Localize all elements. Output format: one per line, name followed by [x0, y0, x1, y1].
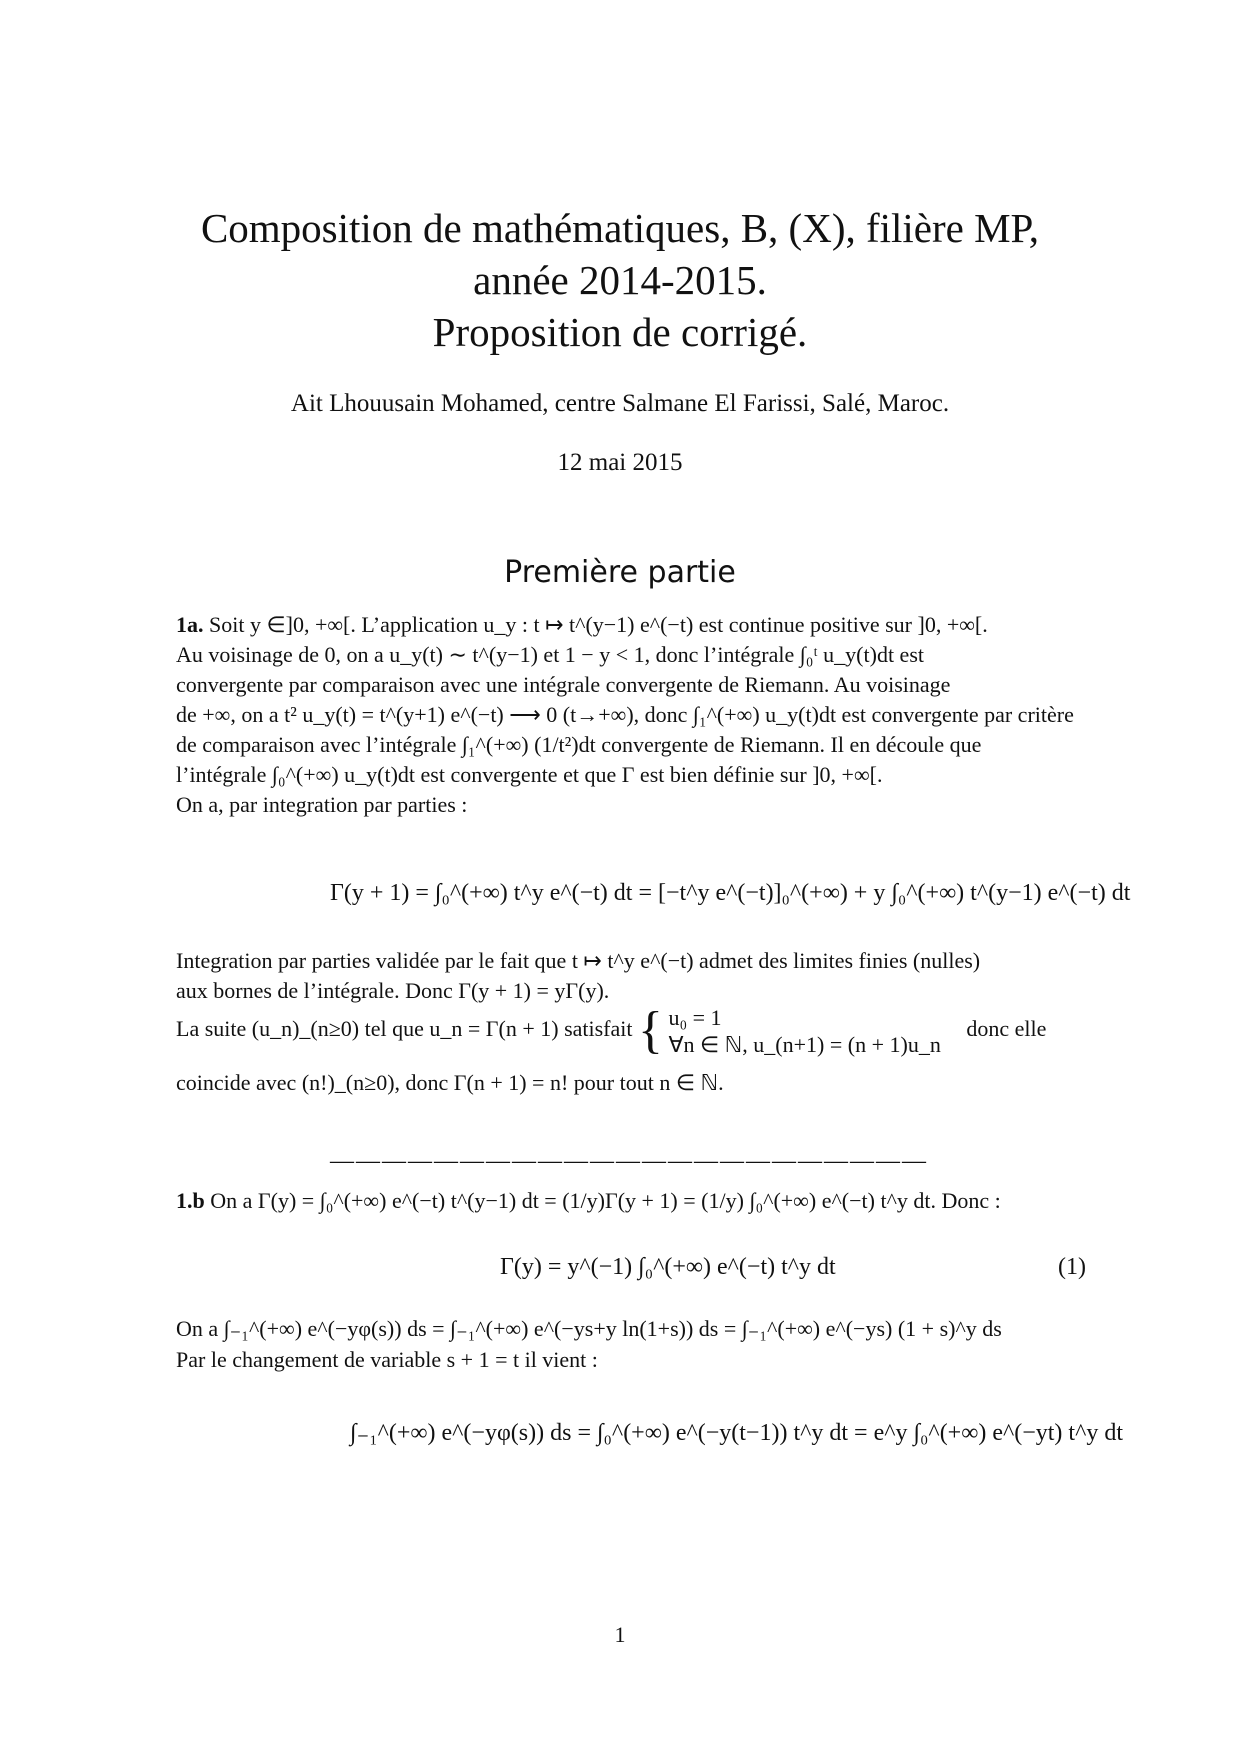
equation-change-of-variable: ∫₋₁^(+∞) e^(−yφ(s)) ds = ∫₀^(+∞) e^(−y(t−1)) t^y dt = e^y ∫₀^(+∞) e^(−yt) t^y dt: [350, 1420, 1124, 1446]
separator-rule: ———————————————————————: [330, 1148, 928, 1174]
q1a-after-line-2: aux bornes de l’intégrale. Donc Γ(y + 1) = yΓ(y).: [176, 978, 610, 1003]
recurrence-system: [668, 1004, 940, 1058]
q1b-line-1: On a Γ(y) = ∫₀^(+∞) e^(−t) t^(y−1) dt = (1/y)Γ(y + 1) = (1/y) ∫₀^(+∞) e^(−t) t^y dt. Donc :: [210, 1188, 1001, 1213]
q1a-label: 1a.: [176, 612, 204, 637]
q1a-text-1: Soit y ∈]0, +∞[. L’application u_y : t ↦ t^(y−1) e^(−t) est continue positive sur ]0, +∞[.: [209, 612, 988, 637]
q1b-line-2: On a ∫₋₁^(+∞) e^(−yφ(s)) ds = ∫₋₁^(+∞) e^(−ys+y ln(1+s)) ds = ∫₋₁^(+∞) e^(−ys) (1 + s)^y ds: [176, 1316, 1002, 1341]
equation-1-number: (1): [1058, 1254, 1086, 1280]
question-1a: [176, 610, 1090, 820]
system-line-1: u₀ = 1: [668, 1005, 722, 1030]
title-line-1: Composition de mathématiques, B, (X), filière MP,: [200, 205, 1040, 251]
page-number: 1: [614, 1622, 626, 1647]
document-title: [0, 202, 1240, 358]
suite-prefix: La suite (u_n)_(n≥0) tel que u_n = Γ(n + 1) satisfait: [176, 1016, 633, 1042]
q1a-line-4: de +∞, on a t² u_y(t) = t^(y+1) e^(−t) ⟶ 0 (t→+∞), donc ∫₁^(+∞) u_y(t)dt est convergente par critère: [176, 702, 1074, 727]
q1a-conclusion: coincide avec (n!)_(n≥0), donc Γ(n + 1) = n! pour tout n ∈ ℕ.: [176, 1070, 724, 1095]
system-line-2: ∀n ∈ ℕ, u_(n+1) = (n + 1)u_n: [668, 1032, 941, 1057]
author-line: Ait Lhouusain Mohamed, centre Salmane El Farissi, Salé, Maroc.: [290, 390, 950, 417]
q1a-line-3: convergente par comparaison avec une intégrale convergente de Riemann. Au voisinage: [176, 672, 951, 697]
q1b-label: 1.b: [176, 1188, 205, 1213]
q1a-line-7: On a, par integration par parties :: [176, 792, 468, 817]
title-line-3: Proposition de corrigé.: [432, 309, 808, 355]
section-heading: Première partie: [504, 555, 736, 590]
q1a-line-1: [176, 610, 1090, 640]
title-line-2: année 2014-2015.: [473, 257, 767, 303]
suite-line: [176, 1004, 1090, 1058]
equation-gamma-ipp: Γ(y + 1) = ∫₀^(+∞) t^y e^(−t) dt = [−t^y e^(−t)]₀^(+∞) + y ∫₀^(+∞) t^(y−1) e^(−t) dt: [330, 880, 1131, 906]
suite-suffix: donc elle: [966, 1016, 1047, 1042]
q1a-after-text: [176, 946, 1090, 1006]
q1a-line-2: Au voisinage de 0, on a u_y(t) ∼ t^(y−1) et 1 − y < 1, donc l’intégrale ∫₀ᵗ u_y(t)dt est: [176, 642, 924, 667]
q1a-line-6: l’intégrale ∫₀^(+∞) u_y(t)dt est convergente et que Γ est bien définie sur ]0, +∞[.: [176, 762, 883, 787]
left-brace: {: [638, 1002, 663, 1059]
q1a-after-line-1: Integration par parties validée par le fait que t ↦ t^y e^(−t) admet des limites finies (nulles): [176, 948, 981, 973]
q1a-line-5: de comparaison avec l’intégrale ∫₁^(+∞) (1/t²)dt convergente de Riemann. Il en découle que: [176, 732, 982, 757]
question-1b: [176, 1186, 1090, 1216]
date-line: 12 mai 2015: [557, 449, 683, 476]
q1b-line-3: Par le changement de variable s + 1 = t il vient :: [176, 1347, 598, 1372]
equation-1: Γ(y) = y^(−1) ∫₀^(+∞) e^(−t) t^y dt: [500, 1254, 836, 1280]
